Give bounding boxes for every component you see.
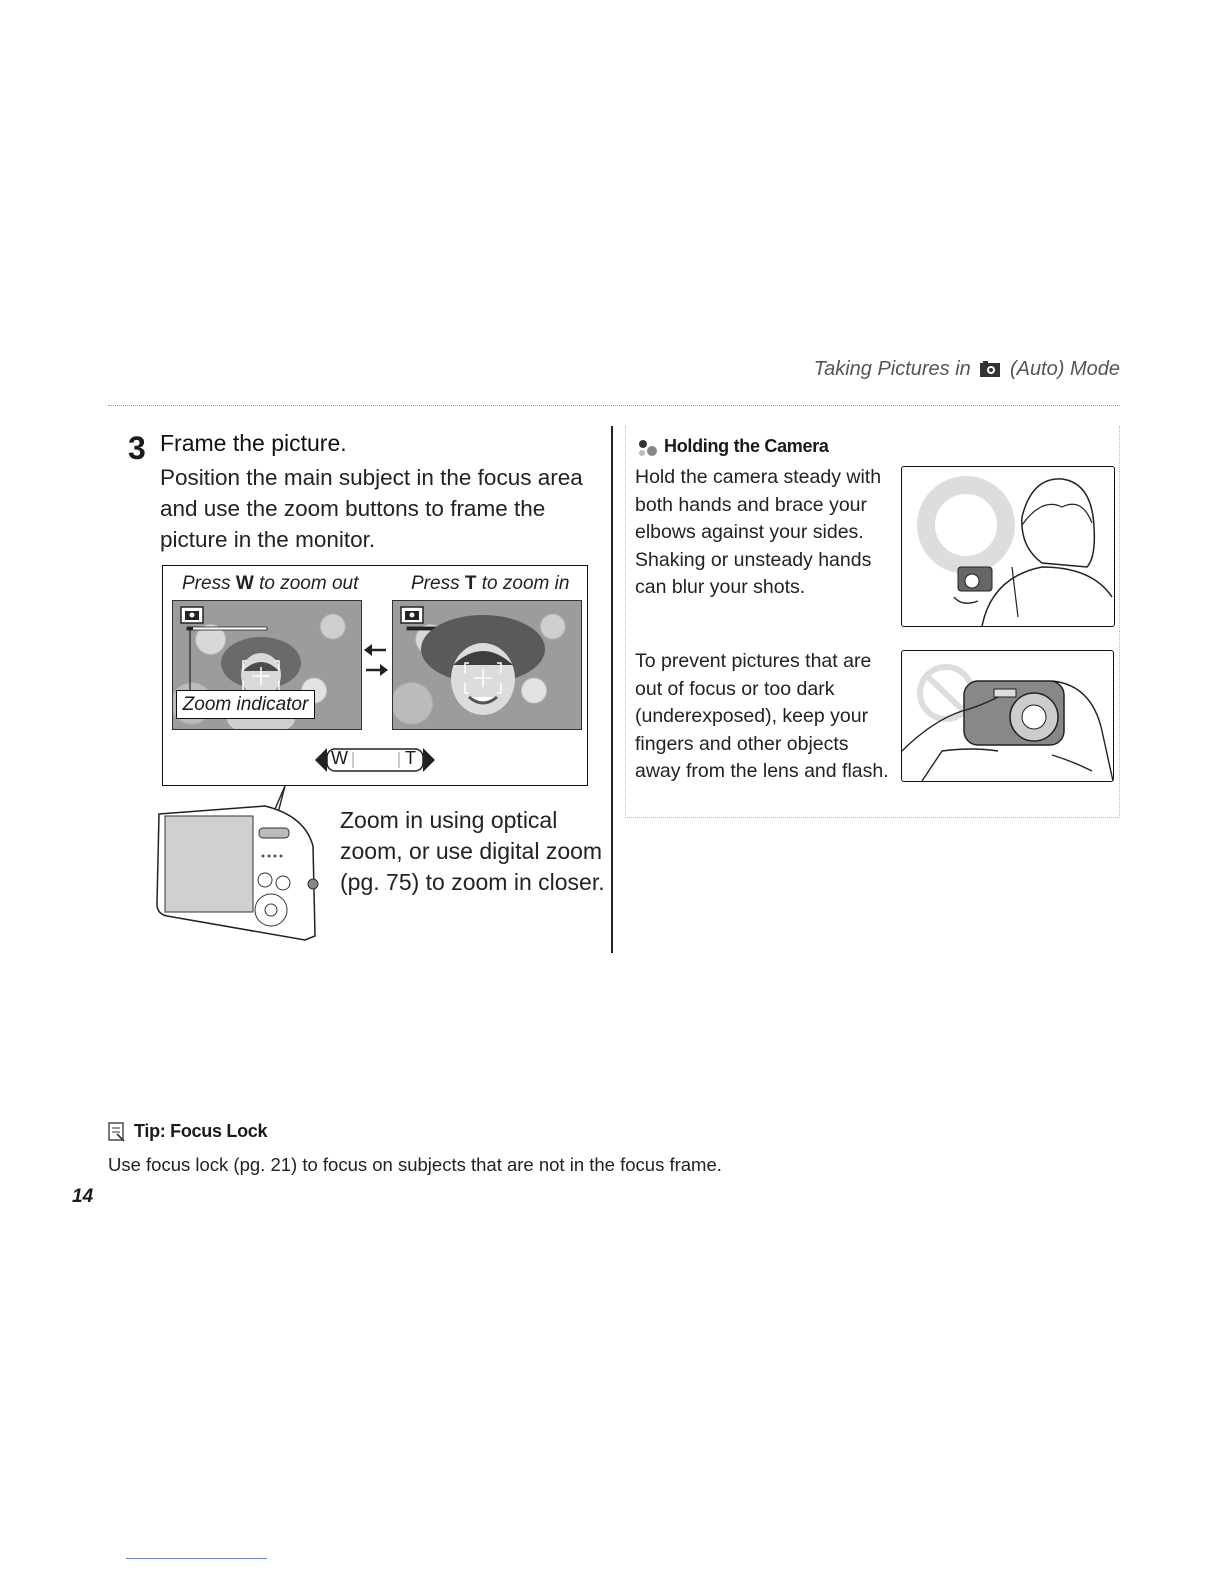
sidebar-paragraph-1: Hold the camera steady with both hands and brace your elbows against your sides. Shaking or unsteady hands can blur your shots. — [635, 466, 882, 598]
zoom-out-key: W — [235, 573, 254, 594]
tip-note-icon — [108, 1122, 126, 1142]
column-divider — [611, 426, 613, 953]
zoom-out-label — [182, 573, 358, 595]
camera-back-illustration — [155, 786, 325, 946]
rocker-w-label: W — [331, 748, 348, 768]
camera-icon — [980, 360, 1000, 383]
header-title-prefix: Taking Pictures in — [813, 358, 971, 380]
zoom-rocker — [313, 744, 437, 781]
zoom-direction-arrows — [362, 640, 390, 680]
running-header — [800, 358, 1120, 383]
zoom-caption: Zoom in using optical zoom, or use digital zoom (pg. 75) to zoom in closer. — [340, 807, 605, 895]
tip-bulb-icon — [636, 438, 660, 458]
tip-body: Use focus lock (pg. 21) to focus on subjects that are not in the focus frame. — [108, 1154, 722, 1175]
rocker-t-label: T — [405, 748, 416, 768]
sidebar-paragraph-2: To prevent pictures that are out of focus or too dark (underexposed), keep your fingers and other objects away from the lens and flash. — [635, 650, 889, 782]
footer-rule — [126, 1558, 267, 1559]
zoom-indicator-callout: Zoom indicator — [176, 690, 315, 719]
zoom-out-suffix: to zoom out — [259, 573, 359, 594]
header-title-suffix: (Auto) Mode — [1009, 358, 1120, 380]
header-divider — [108, 405, 1120, 406]
step-body: Position the main subject in the focus area and use the zoom buttons to frame the picture in the monitor. — [160, 465, 583, 552]
zoom-in-label — [411, 573, 569, 595]
step-title: Frame the picture. — [160, 430, 347, 456]
zoom-out-prefix: Press — [182, 573, 231, 594]
tip-title: Tip: Focus Lock — [134, 1121, 268, 1141]
zoom-in-key: T — [464, 573, 477, 594]
page-number: 14 — [72, 1186, 94, 1207]
holding-camera-illustration — [901, 466, 1115, 627]
step-number: 3 — [128, 430, 146, 466]
fingers-away-illustration — [901, 650, 1114, 782]
zoom-in-prefix: Press — [411, 573, 460, 594]
sidebar-title: Holding the Camera — [664, 436, 829, 456]
lcd-tele-view — [392, 600, 582, 730]
zoom-in-suffix: to zoom in — [481, 573, 570, 594]
